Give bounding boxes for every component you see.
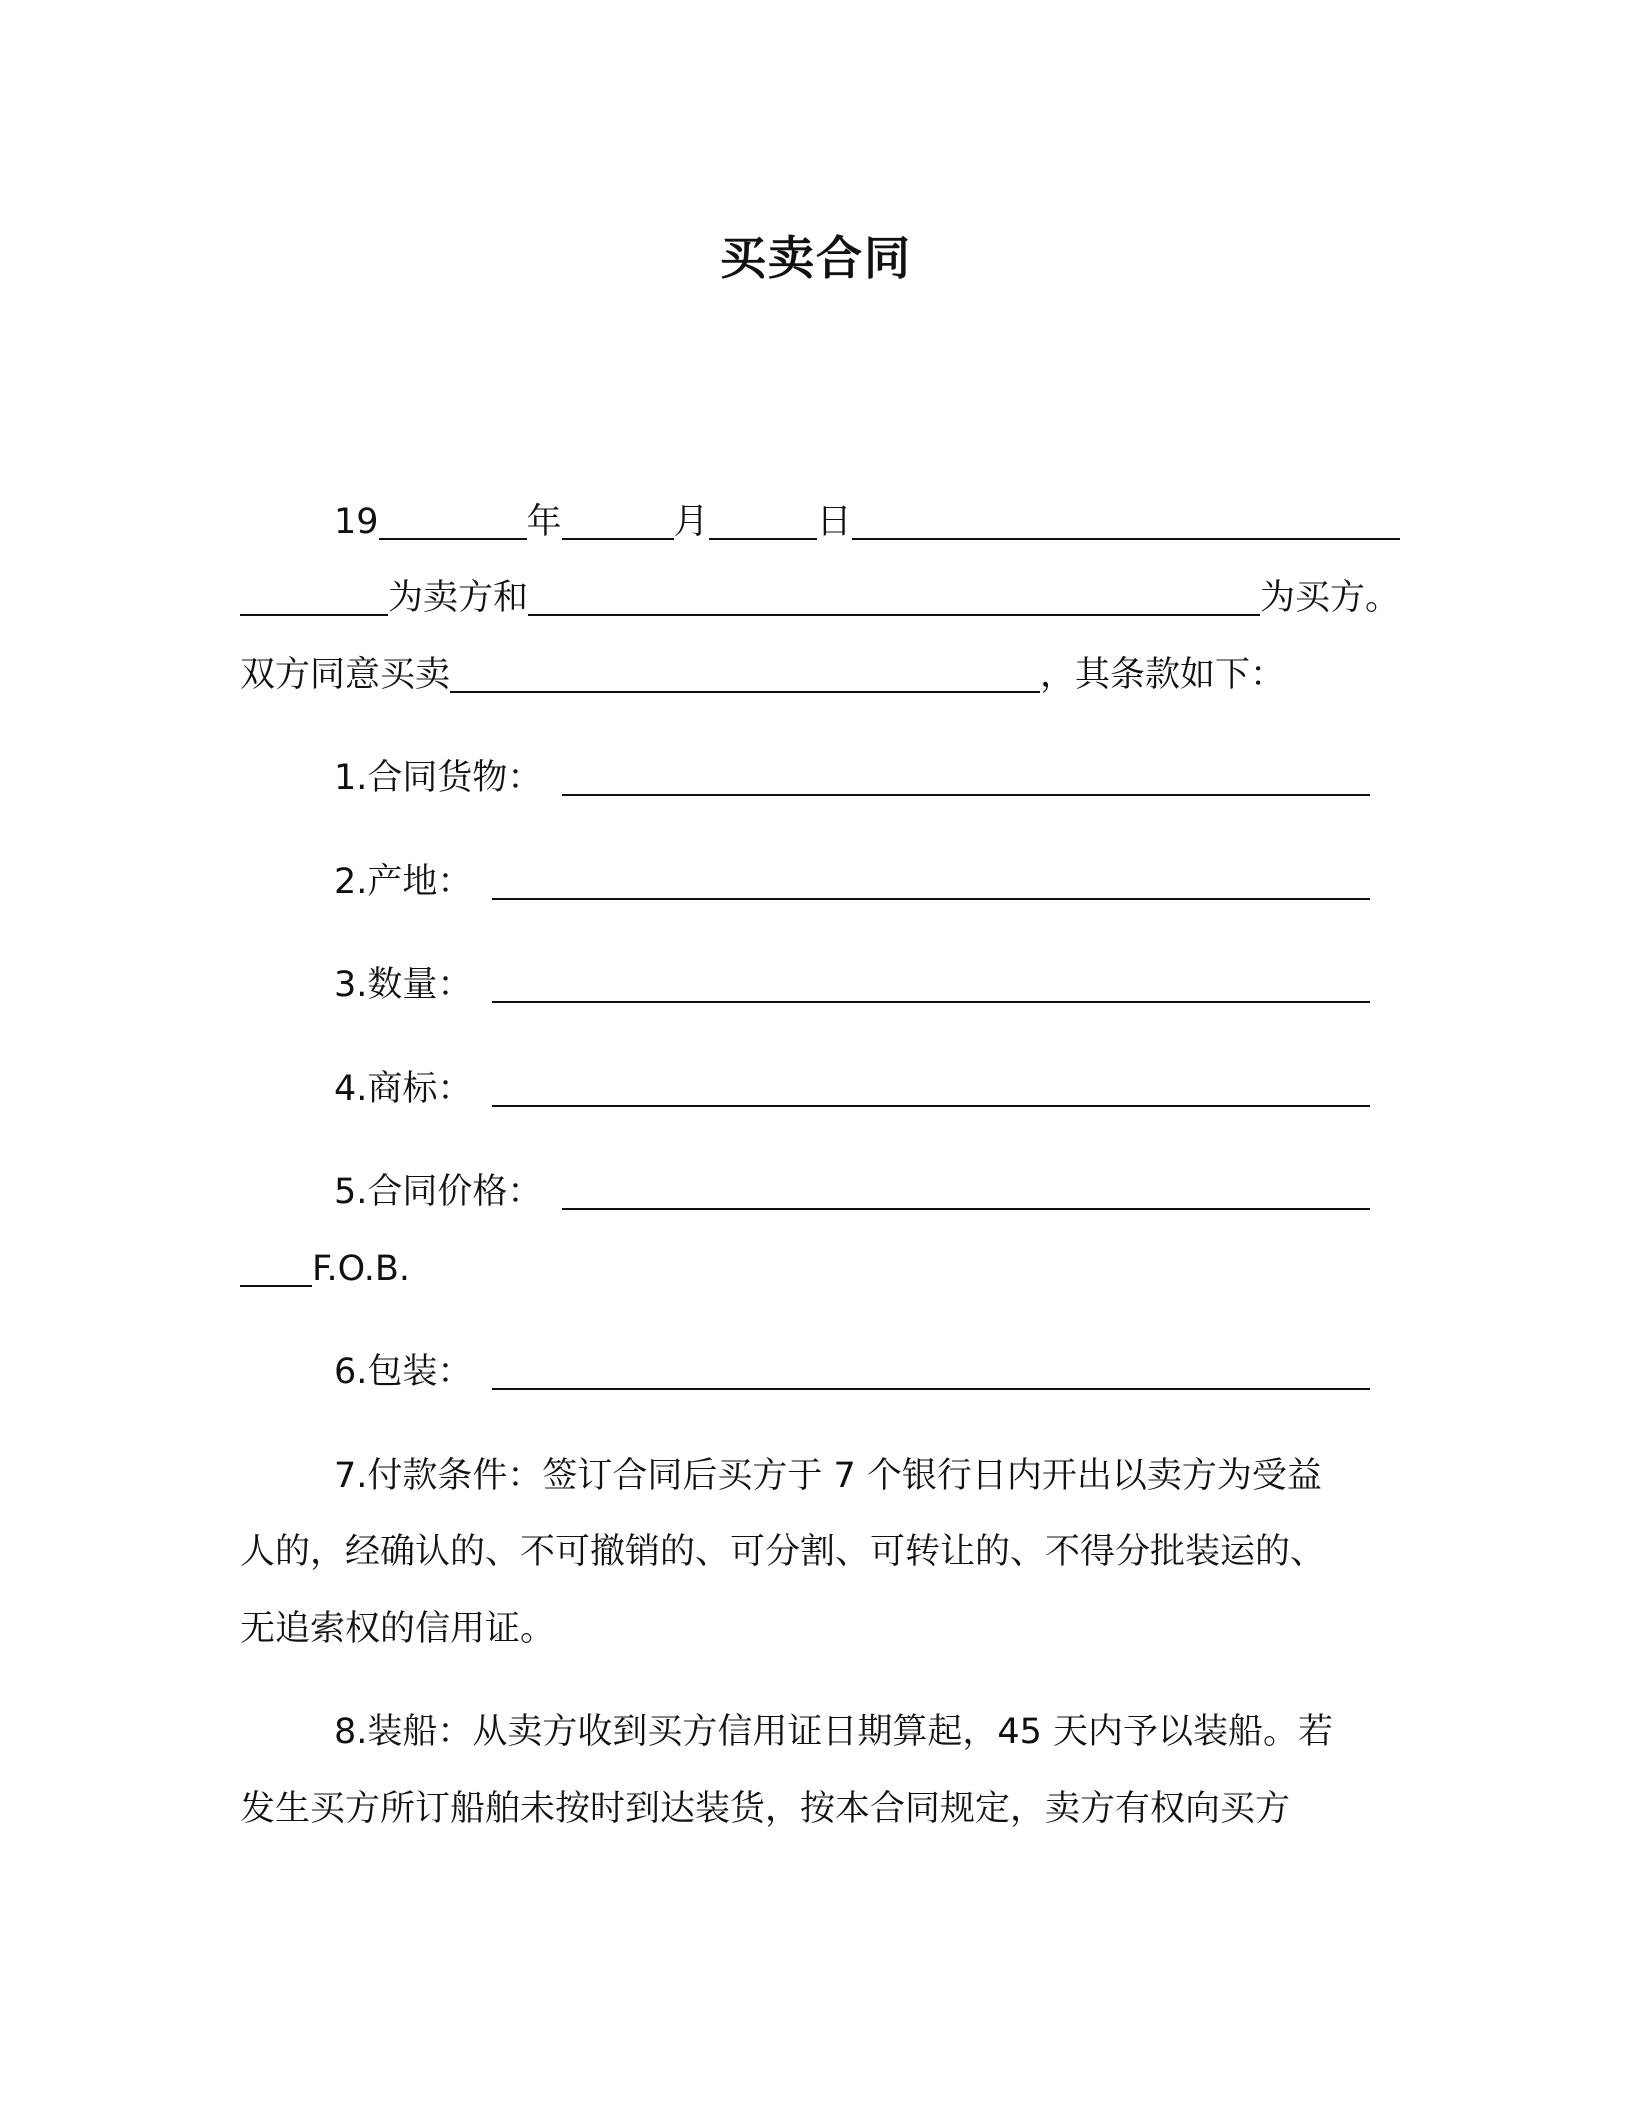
- seller-role-label: 为卖方和: [388, 578, 529, 618]
- clause-7-line-2: [240, 1522, 1400, 1582]
- year-blank[interactable]: [379, 490, 527, 540]
- clause-8-text-2: 发生买方所订船舶未按时到达装货，按本合同规定，卖方有权向买方: [240, 1789, 1291, 1829]
- clause-5-price: [334, 1162, 1370, 1222]
- clause-2-label: 2.产地：: [334, 862, 473, 902]
- agree-suffix: ，其条款如下：: [1040, 655, 1286, 695]
- day-blank[interactable]: [709, 490, 817, 540]
- clause-1-blank[interactable]: [562, 746, 1370, 796]
- clause-7-text-1: 7.付款条件：签订合同后买方于 7 个银行日内开出以卖方为受益: [334, 1456, 1322, 1496]
- clause-6-packing: [334, 1342, 1370, 1402]
- clause-8-line-2: [240, 1779, 1400, 1839]
- day-label: 日: [816, 502, 852, 542]
- clause-7-text-3: 无追索权的信用证。: [240, 1609, 556, 1649]
- clause-4-trademark: [334, 1059, 1370, 1119]
- month-blank[interactable]: [562, 490, 674, 540]
- clause-5-blank[interactable]: [562, 1160, 1370, 1210]
- clause-7-line-3: [240, 1599, 1400, 1659]
- clause-5-label: 5.合同价格：: [334, 1172, 543, 1212]
- buyer-role-label: 为买方。: [1259, 578, 1400, 618]
- buyer-blank[interactable]: [528, 566, 1260, 616]
- clause-7-text-2: 人的，经确认的、不可撤销的、可分割、可转让的、不得分批装运的、: [240, 1532, 1326, 1572]
- date-line: [334, 492, 1400, 552]
- clause-3-quantity: [334, 955, 1370, 1015]
- clause-4-blank[interactable]: [492, 1057, 1370, 1107]
- goods-blank[interactable]: [450, 643, 1040, 693]
- year-prefix: 19: [334, 502, 379, 542]
- party-blank-start[interactable]: [852, 490, 1400, 540]
- agree-prefix: 双方同意买卖: [240, 655, 451, 695]
- agreement-line: [240, 645, 1300, 705]
- clause-3-label: 3.数量：: [334, 965, 473, 1005]
- year-label: 年: [526, 502, 562, 542]
- document-title: 买卖合同: [720, 231, 912, 285]
- clause-5-fob-label: F.O.B.: [312, 1249, 411, 1289]
- month-label: 月: [673, 502, 709, 542]
- clause-5-fob-blank[interactable]: [240, 1237, 312, 1287]
- clause-8-line-1: [334, 1702, 1400, 1762]
- parties-line: [240, 568, 1400, 628]
- clause-6-label: 6.包装：: [334, 1352, 473, 1392]
- clause-2-origin: [334, 852, 1370, 912]
- clause-7-line-1: [334, 1446, 1400, 1506]
- clause-2-blank[interactable]: [492, 850, 1370, 900]
- seller-blank[interactable]: [240, 566, 388, 616]
- clause-1-goods: [334, 748, 1370, 808]
- clause-5-fob-line: [240, 1239, 1400, 1299]
- clause-6-blank[interactable]: [492, 1340, 1370, 1390]
- clause-1-label: 1.合同货物：: [334, 758, 543, 798]
- clause-3-blank[interactable]: [492, 953, 1370, 1003]
- clause-4-label: 4.商标：: [334, 1069, 473, 1109]
- clause-8-text-1: 8.装船：从卖方收到买方信用证日期算起，45 天内予以装船。若: [334, 1712, 1334, 1752]
